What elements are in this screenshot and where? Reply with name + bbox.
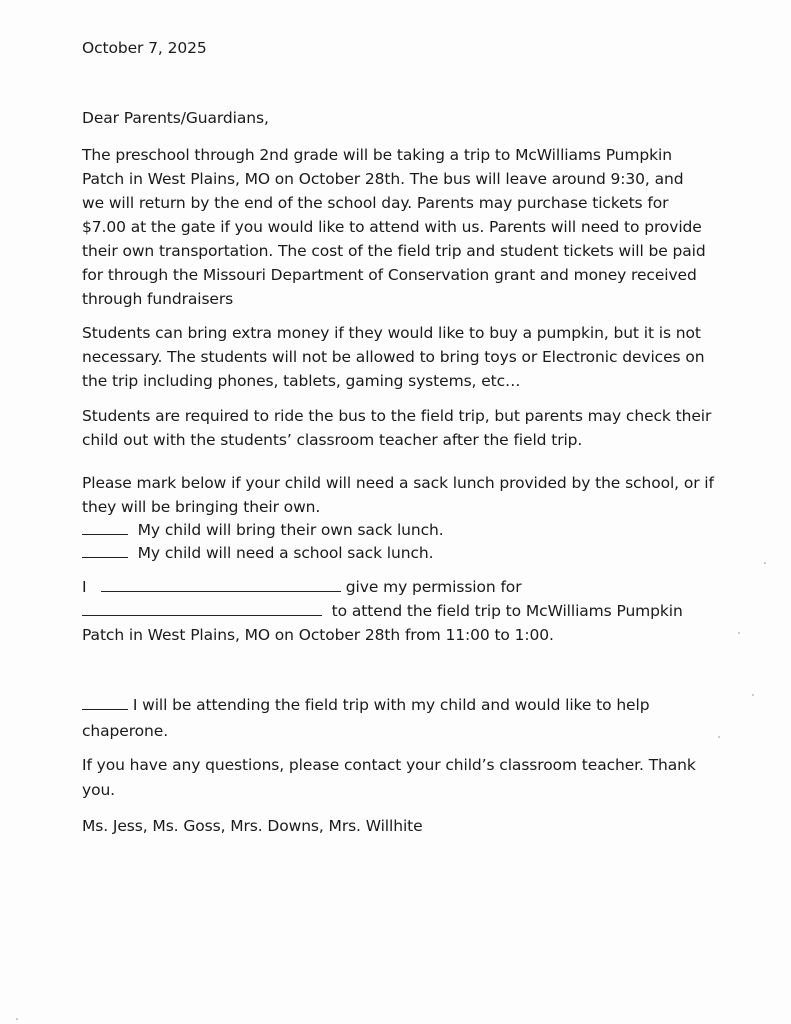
- chaperone-line-2: chaperone.: [82, 722, 169, 740]
- paragraph-line: child out with the students’ classroom teacher after the field trip.: [82, 431, 583, 449]
- permission-prefix: I: [82, 578, 87, 596]
- parent-name-blank[interactable]: [101, 576, 341, 592]
- lunch-option-own: [82, 518, 444, 542]
- permission-line-3: Patch in West Plains, MO on October 28th from 11:00 to 1:00.: [82, 626, 554, 644]
- paragraph-line: Students can bring extra money if they would like to buy a pumpkin, but it is not: [82, 324, 701, 342]
- chaperone-text: I will be attending the field trip with my child and would like to help: [132, 696, 650, 714]
- paragraph-line: you.: [82, 781, 116, 799]
- scan-speck: [764, 562, 766, 564]
- paragraph-line: necessary. The students will not be allowed to bring toys or Electronic devices on: [82, 348, 705, 366]
- paragraph-line: for through the Missouri Department of Conservation grant and money received: [82, 266, 697, 284]
- scan-speck: [16, 1018, 18, 1020]
- permission-text: give my permission for: [345, 578, 522, 596]
- lunch-option-school: [82, 541, 433, 565]
- paragraph-line: their own transportation. The cost of the field trip and student tickets will be paid: [82, 242, 706, 260]
- lunch-school-blank[interactable]: [82, 542, 128, 558]
- paragraph-line: $7.00 at the gate if you would like to attend with us. Parents will need to provide: [82, 218, 702, 236]
- child-name-blank[interactable]: [82, 600, 322, 616]
- signature-line: Ms. Jess, Ms. Goss, Mrs. Downs, Mrs. Willhite: [82, 817, 423, 835]
- paragraph-line: The preschool through 2nd grade will be taking a trip to McWilliams Pumpkin: [82, 146, 672, 164]
- scan-speck: [752, 694, 754, 696]
- paragraph-line: the trip including phones, tablets, gaming systems, etc…: [82, 372, 521, 390]
- letter-date: October 7, 2025: [82, 39, 207, 57]
- scan-speck: [718, 736, 720, 738]
- paragraph-line: If you have any questions, please contact your child’s classroom teacher. Thank: [82, 756, 696, 774]
- paragraph-line: Students are required to ride the bus to the field trip, but parents may check their: [82, 407, 712, 425]
- lunch-own-blank[interactable]: [82, 519, 128, 535]
- scan-speck: [738, 632, 740, 634]
- paragraph-line: they will be bringing their own.: [82, 498, 321, 516]
- lunch-option-label: My child will bring their own sack lunch.: [137, 521, 444, 539]
- chaperone-blank[interactable]: [82, 694, 128, 710]
- paragraph-line: through fundraisers: [82, 290, 234, 308]
- paragraph-line: we will return by the end of the school day. Parents may purchase tickets for: [82, 194, 669, 212]
- permission-line-1: [82, 575, 521, 599]
- greeting: Dear Parents/Guardians,: [82, 109, 269, 127]
- paragraph-line: Please mark below if your child will need a sack lunch provided by the school, or if: [82, 474, 714, 492]
- lunch-option-label: My child will need a school sack lunch.: [137, 544, 434, 562]
- paragraph-line: Patch in West Plains, MO on October 28th. The bus will leave around 9:30, and: [82, 170, 684, 188]
- chaperone-line: [82, 693, 649, 717]
- permission-line-2: [82, 599, 683, 623]
- permission-text: to attend the field trip to McWilliams Pumpkin: [331, 602, 683, 620]
